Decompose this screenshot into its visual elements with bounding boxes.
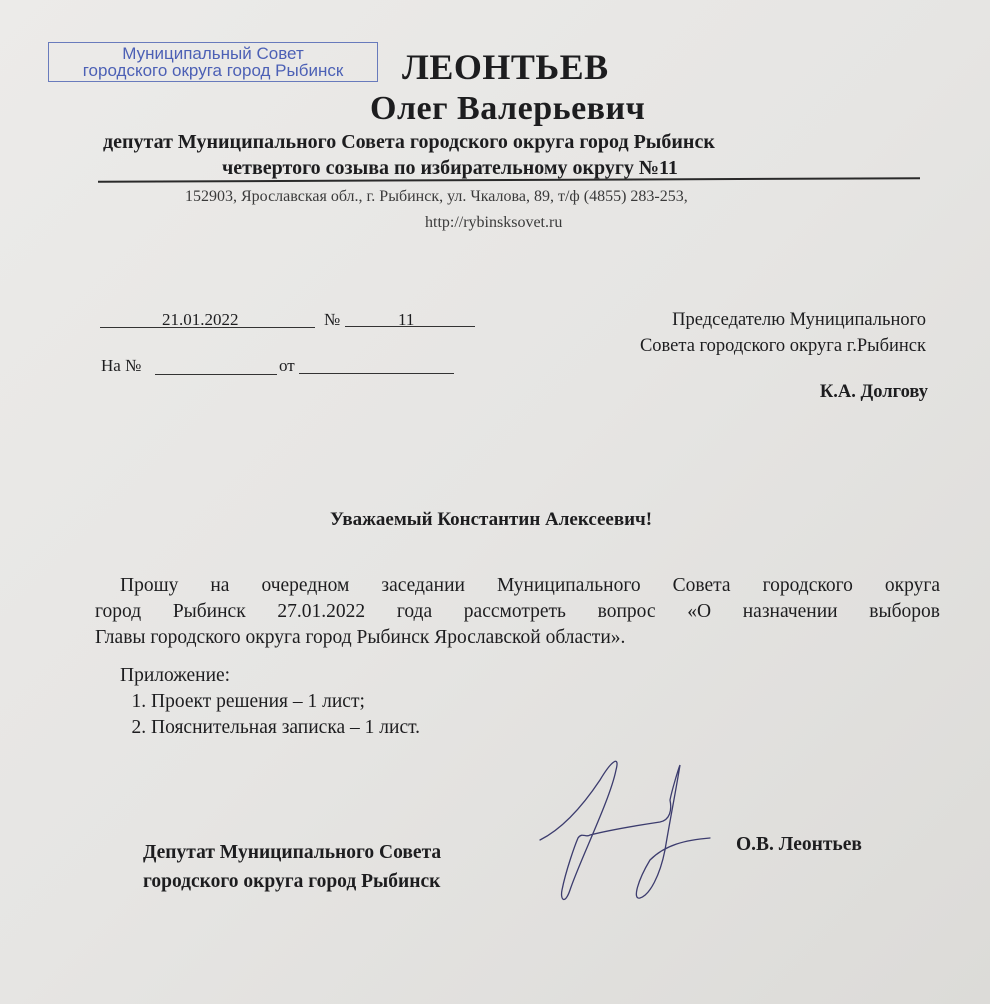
attachments-list — [120, 689, 420, 741]
reference-date-line — [299, 355, 454, 374]
letter-body — [95, 573, 940, 651]
signer-position-line-2: городского округа город Рыбинск — [143, 871, 441, 892]
reference-number-line — [155, 356, 277, 375]
number-sign: № — [324, 310, 341, 329]
sender-position-line-2: четвертого созыва по избирательному округу №11 — [222, 157, 678, 179]
outgoing-date: 21.01.2022 — [162, 310, 239, 329]
body-line-2: город Рыбинск 27.01.2022 года рассмотреть вопрос «О назначении выборов — [95, 601, 940, 622]
signer-name: О.В. Леонтьев — [736, 834, 862, 855]
sender-surname: ЛЕОНТЬЕВ — [402, 47, 609, 87]
stamp-line-1: Муниципальный Совет — [122, 44, 304, 63]
body-line-3: Главы городского округа город Рыбинск Ярославской области». — [95, 627, 626, 648]
sender-website: http://rybinsksovet.ru — [425, 214, 563, 231]
signer-position-line-1: Депутат Муниципального Совета — [143, 842, 442, 863]
sender-position-line-1: депутат Муниципального Совета городского округа город Рыбинск — [103, 131, 715, 153]
addressee-line-2: Совета городского округа г.Рыбинск — [639, 336, 926, 356]
stamp-line-2: городского округа город Рыбинск — [82, 61, 344, 80]
signer-position — [143, 838, 441, 896]
handwritten-signature — [520, 750, 720, 910]
salutation: Уважаемый Константин Алексеевич! — [330, 509, 653, 530]
sender-address: 152903, Ярославская обл., г. Рыбинск, ул. Чкалова, 89, т/ф (4855) 283-253, — [185, 188, 688, 205]
attachments-block — [120, 663, 420, 741]
addressee-block — [640, 307, 926, 359]
outgoing-number: 11 — [398, 310, 415, 329]
attachments-label: Приложение: — [120, 665, 231, 686]
council-stamp — [48, 42, 378, 82]
addressee-name: К.А. Долгову — [819, 382, 928, 402]
body-line-1: Прошу на очередном заседании Муниципального Совета городского округа — [120, 575, 940, 596]
reference-label: На № — [101, 356, 142, 375]
sender-name: Олег Валерьевич — [370, 90, 646, 127]
addressee-line-1: Председателю Муниципального — [672, 310, 926, 330]
attachment-item: 1. Проект решения – 1 лист; — [151, 689, 420, 715]
reference-from-label: от — [279, 356, 295, 375]
attachment-item: 2. Пояснительная записка – 1 лист. — [151, 715, 420, 741]
